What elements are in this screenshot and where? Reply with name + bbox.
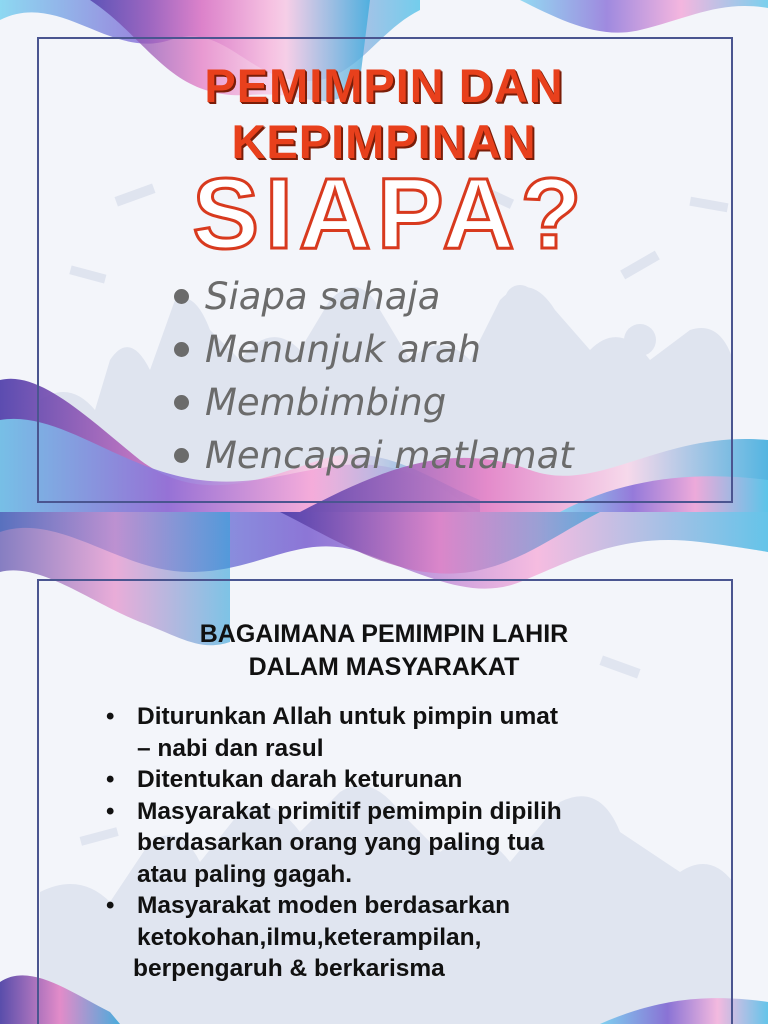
bullet-dot-icon: • xyxy=(106,892,115,919)
list-item: Siapa sahaja xyxy=(174,270,574,323)
bullet-list-2 xyxy=(106,701,706,985)
list-item: Mencapai matlamat xyxy=(174,429,574,482)
siapa-outline-heading xyxy=(140,166,640,262)
bullet-dot-icon xyxy=(174,342,189,357)
heading-line-2: DALAM MASYARAKAT xyxy=(248,653,520,681)
bullet-dot-icon: • xyxy=(106,766,115,793)
title-line-2: KEPIMPINAN xyxy=(231,115,537,168)
list-item: Menunjuk arah xyxy=(174,323,574,376)
list-item: • Diturunkan Allah untuk pimpin umat – nabi dan rasul xyxy=(106,701,706,764)
bullet-dot-icon xyxy=(174,395,189,410)
slide-2 xyxy=(0,512,768,1024)
list-item: Membimbing xyxy=(174,376,574,429)
bullet-dot-icon: • xyxy=(106,797,115,825)
title-line-1: PEMIMPIN DAN xyxy=(204,59,564,112)
list-item: • Masyarakat primitif pemimpin dipilih berdasarkan orang yang paling tua atau paling gagah. xyxy=(106,796,706,891)
heading-line-1: BAGAIMANA PEMIMPIN LAHIR xyxy=(199,620,569,648)
bullet-dot-icon xyxy=(174,448,189,463)
bullet-list-1 xyxy=(174,270,574,482)
svg-text:SIAPA?: SIAPA? xyxy=(192,166,588,262)
bullet-dot-icon xyxy=(174,289,189,304)
list-item: • Masyarakat moden berdasarkan ketokohan,ilmu,keterampilan, berpengaruh & berkarisma xyxy=(106,890,706,985)
list-item: • Ditentukan darah keturunan xyxy=(106,764,706,796)
bullet-dot-icon: • xyxy=(106,703,115,730)
